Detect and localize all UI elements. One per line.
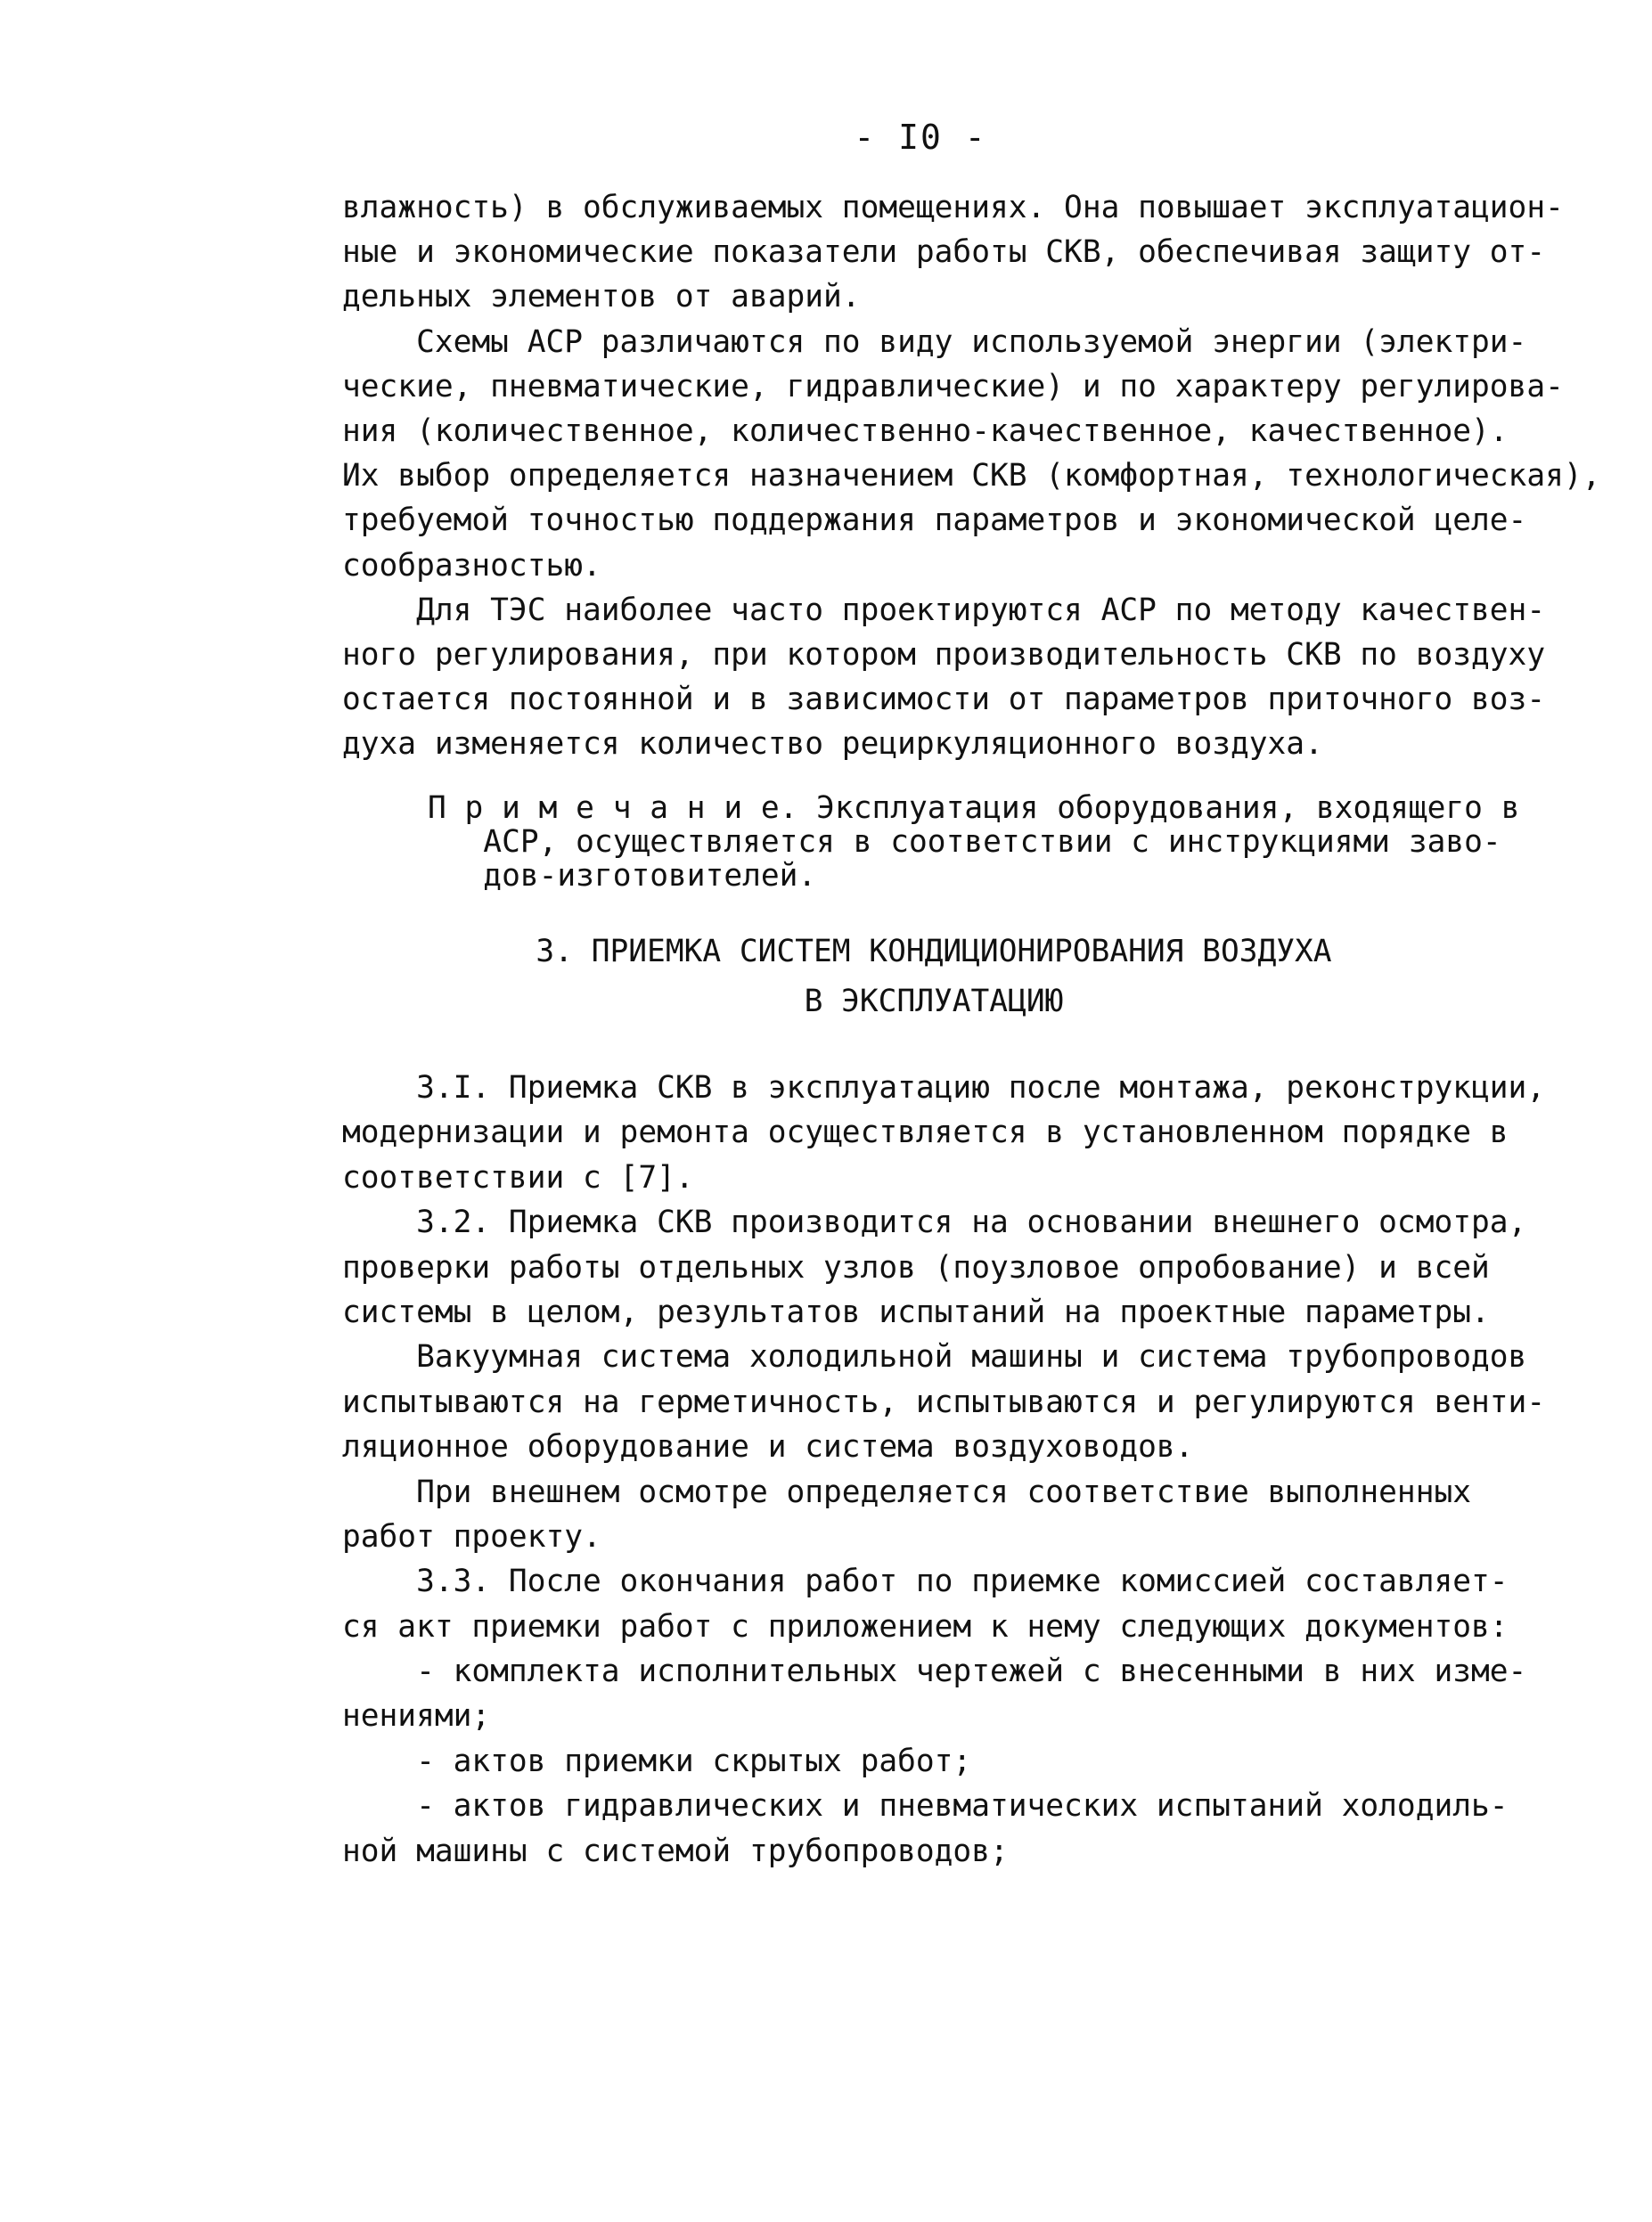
text-line: проверки работы отдельных узлов (поузловое опробование) и всей — [342, 1249, 1490, 1286]
text-line: При внешнем осмотре определяется соответствие выполненных — [342, 1474, 1472, 1510]
text-line: - комплекта исполнительных чертежей с внесенными в них изме- — [342, 1654, 1527, 1690]
text-line: Их выбор определяется назначением СКВ (комфортная, технологическая), — [342, 458, 1601, 494]
note-line: П р и м е ч а н и е. Эксплуатация оборудования, входящего в — [428, 790, 1520, 826]
text-line: - актов гидравлических и пневматических испытаний холодиль- — [342, 1788, 1509, 1825]
text-line: ные и экономические показатели работы СКВ, обеспечивая защиту от- — [342, 234, 1546, 271]
text-line: ния (количественное, количественно-качественное, качественное). — [342, 413, 1509, 449]
text-line: духа изменяется количество рециркуляционного воздуха. — [342, 726, 1323, 763]
text-line: остается постоянной и в зависимости от параметров приточного воз- — [342, 682, 1546, 718]
text-line: ляционное оборудование и система воздуховодов. — [342, 1429, 1194, 1466]
text-line: нениями; — [342, 1698, 491, 1735]
text-line: Схемы АСР различаются по виду используемой энергии (электри- — [342, 323, 1527, 360]
text-line: ной машины с системой трубопроводов; — [342, 1833, 1009, 1869]
text-line: требуемой точностью поддержания параметров и экономической целе- — [342, 502, 1527, 539]
text-line: ческие, пневматические, гидравлические) и по характеру регулирова- — [342, 368, 1564, 404]
text-line: 3.3. После окончания работ по приемке комиссией составляет- — [342, 1564, 1509, 1600]
text-line: испытываются на герметичность, испытываются и регулируются венти- — [342, 1384, 1546, 1420]
intro-paragraphs — [342, 185, 1601, 766]
text-line: Вакуумная система холодильной машины и система трубопроводов — [342, 1339, 1527, 1376]
text-line: Для ТЭС наиболее часто проектируются АСР по методу качествен- — [342, 592, 1546, 628]
section-heading-line-1: 3. ПРИЕМКА СИСТЕМ КОНДИЦИОНИРОВАНИЯ ВОЗДУХА — [536, 934, 1332, 969]
text-line: модернизации и ремонта осуществляется в установленном порядке в — [342, 1115, 1509, 1151]
text-line: 3.2. Приемка СКВ производится на основании внешнего осмотра, — [342, 1205, 1527, 1241]
section-3-paragraphs — [342, 1066, 1563, 1874]
text-line: сообразностью. — [342, 547, 601, 584]
note-line: АСР, осуществляется в соответствии с инструкциями заво- — [428, 824, 1501, 860]
note-block — [428, 791, 1533, 893]
text-line: ного регулирования, при котором производительность СКВ по воздуху — [342, 636, 1546, 673]
text-line: системы в целом, результатов испытаний на проектные параметры. — [342, 1294, 1490, 1330]
text-line: дельных элементов от аварий. — [342, 279, 861, 315]
section-heading-line-2: В ЭКСПЛУАТАЦИЮ — [804, 984, 1064, 1019]
page-number: - I0 - — [854, 118, 987, 157]
text-line: влажность) в обслуживаемых помещениях. Она повышает эксплуатацион- — [342, 190, 1564, 225]
text-line: соответствии с [7]. — [342, 1159, 694, 1196]
text-line: - актов приемки скрытых работ; — [342, 1743, 972, 1779]
note-line: дов-изготовителей. — [428, 858, 817, 894]
text-line: ся акт приемки работ с приложением к нему следующих документов: — [342, 1608, 1509, 1645]
text-line: работ проекту. — [342, 1518, 601, 1555]
text-line: 3.I. Приемка СКВ в эксплуатацию после монтажа, реконструкции, — [342, 1070, 1546, 1106]
